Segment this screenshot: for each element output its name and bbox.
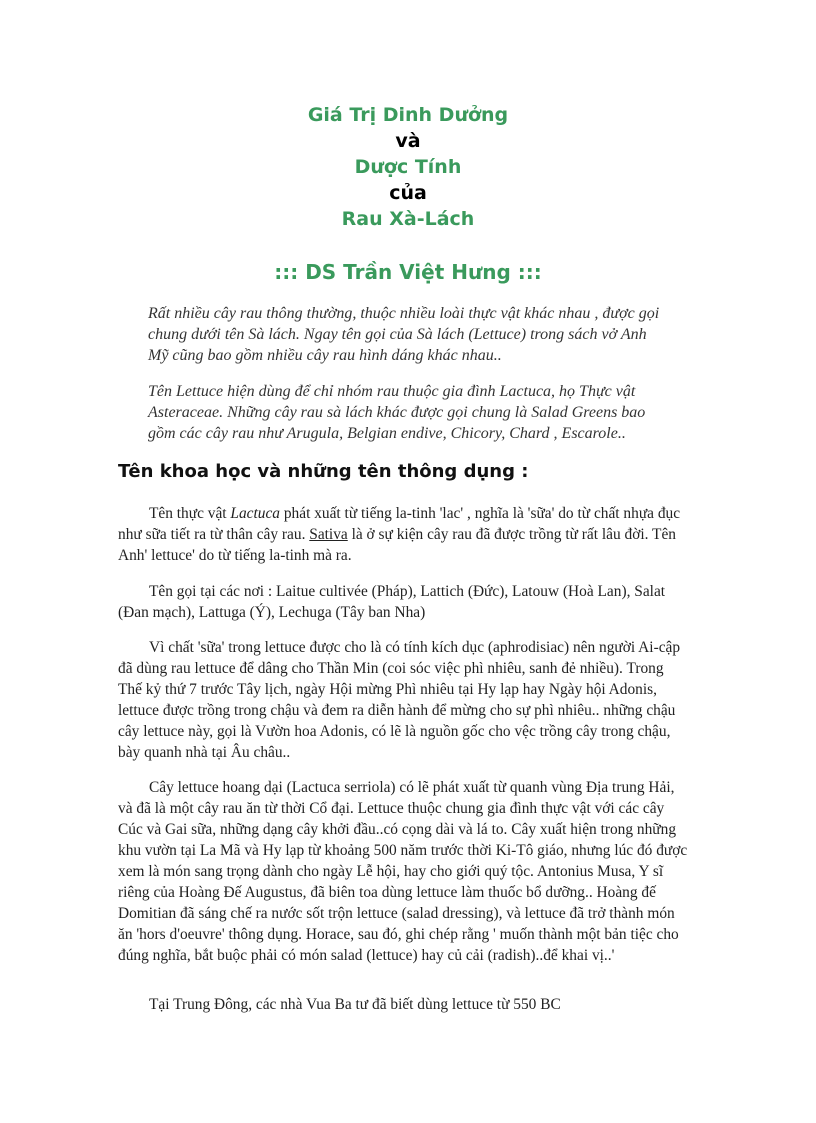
- intro-paragraph-1: Rất nhiều cây rau thông thường, thuộc nhiều loài thực vật khác nhau , được gọi chung dưới tên Sà lách. Ngay tên gọi của Sà lách (Lettuce) trong sách vở Anh Mỹ cũng bao gồm nhiều cây rau hình dáng khác nhau..: [148, 305, 660, 364]
- title-line-5: Rau Xà-Lách: [341, 208, 475, 230]
- author-line: ::: DS Trần Việt Hưng :::: [274, 260, 542, 284]
- section-heading: Tên khoa học và những tên thông dụng :: [118, 461, 529, 482]
- title-line-4: của: [389, 182, 427, 204]
- para-1-text-c: là ở sự kiện cây rau đã được trồng từ rất lâu đời. Tên Anh' lettuce' do từ tiếng la-tinh mà ra.: [118, 526, 676, 564]
- body-paragraph-3: Vì chất 'sữa' trong lettuce được cho là có tính kích dục (aphrodisiac) nên người Ai-cập đã dùng rau lettuce để dâng cho Thần Min (coi sóc việc phì nhiêu, sanh đẻ nhiều). Trong Thế kỷ thứ 7 trước Tây lịch, ngày Hội mừng Phì nhiêu tại Hy lạp hay Ngày hội Adonis, lettuce được trồng trong chậu và đem ra diễn hành để mừng cho sự phì nhiêu.. những chậu cây lettuce này, gọi là Vườn hoa Adonis, có lẽ là nguồn gốc cho vệc trồng cây trong chậu, bày quanh nhà tại Âu châu..: [118, 639, 681, 761]
- title-line-2: và: [395, 130, 421, 152]
- body-paragraph-5: Tại Trung Đông, các nhà Vua Ba tư đã biết dùng lettuce từ 550 BC: [149, 996, 561, 1013]
- title-line-1: Giá Trị Dinh Dưởng: [307, 104, 509, 126]
- body-paragraph-2: Tên gọi tại các nơi : Laitue cultivée (Pháp), Lattich (Đức), Latouw (Hoà Lan), Salat (Đan mạch), Lattuga (Ý), Lechuga (Tây ban Nha): [118, 583, 666, 621]
- body-paragraph-1: [118, 503, 688, 566]
- intro-paragraph-2: Tên Lettuce hiện dùng để chỉ nhóm rau thuộc gia đình Lactuca, họ Thực vật Asteraceae. Những cây rau sà lách khác được gọi chung là Salad Greens bao gồm các cây rau như Arugula, Belgian endive, Chicory, Chard , Escarole..: [148, 383, 646, 442]
- latin-name: Lactuca: [230, 505, 281, 522]
- body-paragraph-4: Cây lettuce hoang dại (Lactuca serriola) có lẽ phát xuất từ quanh vùng Địa trung Hải, và đã là một cây rau ăn từ thời Cổ đại. Lettuce thuộc chung gia đình thực vật với các cây Cúc và Gai sữa, những dạng cây khởi đầu..có cọng dài và lá to. Cây xuất hiện trong những khu vườn tại La Mã và Hy lạp từ khoảng 500 năm trước thời Ki-Tô giáo, nhưng lúc đó được xem là món sang trọng dành cho ngày Lễ hội, hay cho giới quý tộc. Antonius Musa, Y sĩ riêng của Hoàng Đế Augustus, đã biên toa dùng lettuce làm thuốc bổ dưỡng.. Hoàng đế Domitian đã sáng chế ra nước sốt trộn lettuce (salad dressing), và lettuce đã trở thành món ăn 'hors d'oeuvre' thông dụng. Horace, sau đó, ghi chép rằng ' muốn thành một bản tiệc cho đúng nghĩa, bắt buộc phải có món salad (lettuce) hay củ cải (radish)..để khai vị..': [118, 779, 688, 964]
- para-1-text-a: Tên thực vật: [149, 505, 231, 522]
- para-1-text-b: phát xuất từ tiếng la-tinh 'lac' , nghĩa là 'sữa' do từ chất nhựa đục như sữa tiết ra từ thân cây rau.: [118, 505, 681, 543]
- title-line-3: Dược Tính: [354, 156, 462, 178]
- sativa-term: Sativa: [309, 526, 348, 543]
